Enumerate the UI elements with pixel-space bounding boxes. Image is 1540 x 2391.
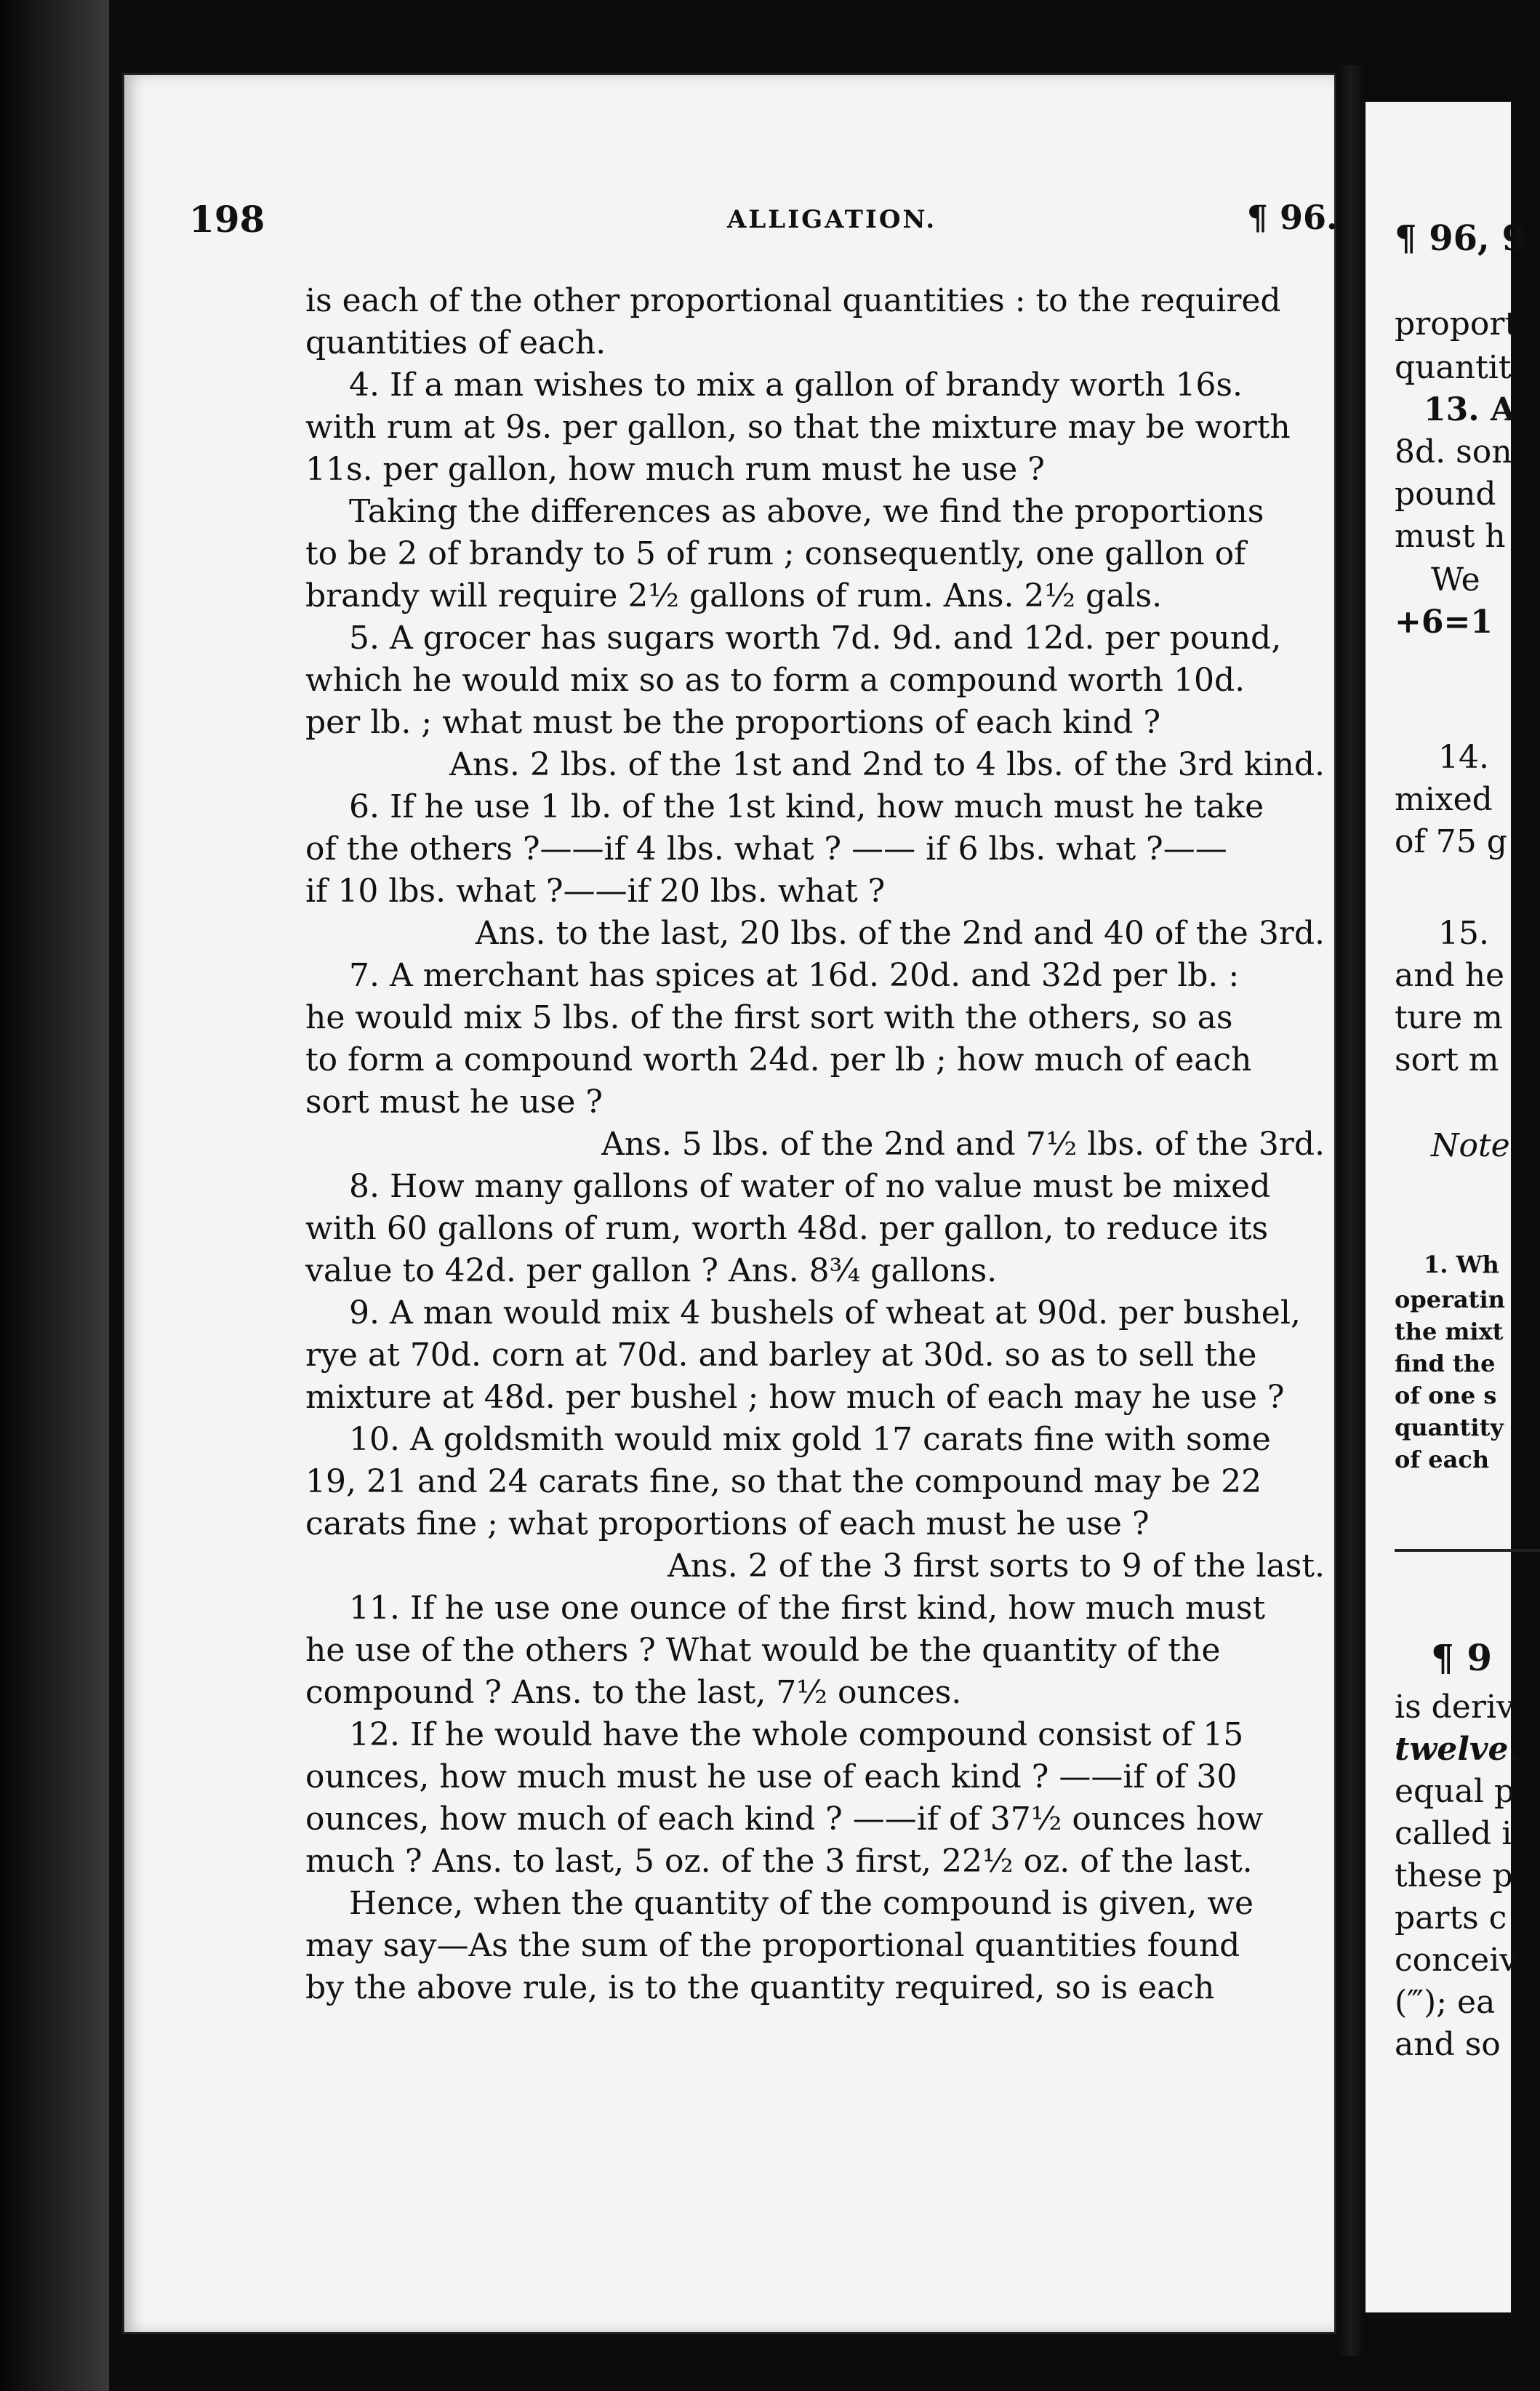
text-line: ounces, how much must he use of each kind ? ——if of 30	[305, 1758, 1238, 1795]
page-number: 198	[189, 198, 265, 241]
text-line: may say—As the sum of the proportional quantities found	[305, 1927, 1240, 1964]
text-line: Hence, when the quantity of the compound is given, we	[349, 1885, 1254, 1922]
facing-text: 15.	[1438, 915, 1489, 952]
answer-line: Ans. 2 of the 3 first sorts to 9 of the last.	[667, 1547, 1325, 1585]
answer-line: Ans. to the last, 20 lbs. of the 2nd and 40 of the 3rd.	[475, 915, 1325, 952]
text-line: which he would mix so as to form a compound worth 10d.	[305, 662, 1246, 699]
facing-note: of one s	[1395, 1382, 1497, 1409]
facing-text: proport	[1395, 305, 1518, 343]
running-title: ALLIGATION.	[727, 205, 937, 234]
facing-text: and so	[1395, 2026, 1501, 2063]
facing-note: 1. Wh	[1424, 1251, 1499, 1278]
problem-9: 9. A man would mix 4 bushels of wheat at 90d. per bushel,	[349, 1294, 1301, 1331]
answer-line: value to 42d. per gallon ? Ans. 8¾ gallons.	[305, 1252, 998, 1289]
facing-text: twelve.	[1395, 1731, 1520, 1768]
page-body	[305, 280, 1338, 2009]
facing-text: 8d. son	[1395, 433, 1512, 470]
answer-line: much ? Ans. to last, 5 oz. of the 3 first, 22½ oz. of the last.	[305, 1843, 1253, 1880]
facing-text: these p	[1395, 1857, 1513, 1894]
facing-text: We	[1431, 561, 1480, 598]
problem-5: 5. A grocer has sugars worth 7d. 9d. and 12d. per pound,	[349, 620, 1282, 657]
text-line: of the others ?——if 4 lbs. what ? —— if 6 lbs. what ?——	[305, 830, 1227, 868]
facing-text: parts c	[1395, 1899, 1507, 1937]
facing-text: quantit	[1395, 349, 1512, 386]
problem-6: 6. If he use 1 lb. of the 1st kind, how much must he take	[349, 788, 1264, 825]
section-divider	[1395, 1549, 1540, 1552]
facing-text: of 75 g	[1395, 823, 1507, 860]
text-line: he would mix 5 lbs. of the first sort with the others, so as	[305, 999, 1233, 1036]
text-line: is each of the other proportional quantities : to the required	[305, 282, 1281, 319]
facing-note: find the	[1395, 1350, 1496, 1377]
text-line: per lb. ; what must be the proportions of each kind ?	[305, 704, 1161, 741]
problem-10: 10. A goldsmith would mix gold 17 carats fine with some	[349, 1421, 1271, 1458]
facing-text: must h	[1395, 518, 1506, 555]
problem-12: 12. If he would have the whole compound consist of 15	[349, 1716, 1244, 1753]
text-line: rye at 70d. corn at 70d. and barley at 30d. so as to sell the	[305, 1337, 1257, 1374]
text-line: sort must he use ?	[305, 1084, 603, 1121]
section-mark: ¶ 96.	[1246, 198, 1338, 237]
problem-11: 11. If he use one ounce of the first kind, how much must	[349, 1590, 1266, 1627]
facing-text: sort m	[1395, 1041, 1499, 1078]
facing-note: operatin	[1395, 1286, 1505, 1313]
book-edge-left	[0, 0, 109, 2391]
facing-section-mark: ¶ 9	[1431, 1636, 1493, 1679]
facing-note-heading: Note	[1431, 1127, 1510, 1164]
book-spine	[1336, 65, 1365, 2356]
problem-4: 4. If a man wishes to mix a gallon of brandy worth 16s.	[349, 367, 1243, 404]
text-line: ounces, how much of each kind ? ——if of 37½ ounces how	[305, 1801, 1264, 1838]
facing-text: pound	[1395, 476, 1496, 513]
text-line: with 60 gallons of rum, worth 48d. per gallon, to reduce its	[305, 1210, 1269, 1247]
facing-note: quantity	[1395, 1414, 1504, 1441]
text-line: to be 2 of brandy to 5 of rum ; consequently, one gallon of	[305, 535, 1246, 572]
answer-line: Ans. 2 lbs. of the 1st and 2nd to 4 lbs. of the 3rd kind.	[449, 746, 1325, 783]
facing-text: 13. A	[1424, 391, 1516, 428]
problem-7: 7. A merchant has spices at 16d. 20d. and 32d per lb. :	[349, 957, 1240, 994]
text-line: mixture at 48d. per bushel ; how much of each may he use ?	[305, 1379, 1285, 1416]
answer-line: brandy will require 2½ gallons of rum. Ans. 2½ gals.	[305, 577, 1163, 614]
facing-page	[1365, 102, 1526, 2312]
facing-text: is deriv	[1395, 1689, 1515, 1726]
page-header	[189, 198, 1338, 249]
facing-text: ture m	[1395, 999, 1503, 1036]
facing-text: equal p	[1395, 1773, 1515, 1810]
text-line: if 10 lbs. what ?——if 20 lbs. what ?	[305, 873, 886, 910]
facing-text: and he	[1395, 957, 1505, 994]
facing-text: called i	[1395, 1815, 1512, 1852]
answer-line: compound ? Ans. to the last, 7½ ounces.	[305, 1674, 962, 1711]
text-line: 19, 21 and 24 carats fine, so that the compound may be 22	[305, 1463, 1262, 1500]
facing-note: the mixt	[1395, 1318, 1504, 1345]
text-line: Taking the differences as above, we find the proportions	[349, 493, 1264, 530]
facing-text: conceiv	[1395, 1942, 1518, 1979]
text-line: to form a compound worth 24d. per lb ; how much of each	[305, 1041, 1252, 1078]
facing-note: of each	[1395, 1446, 1490, 1473]
facing-text: 14.	[1438, 739, 1489, 776]
text-line: with rum at 9s. per gallon, so that the mixture may be worth	[305, 409, 1291, 446]
text-line: he use of the others ? What would be the quantity of the	[305, 1632, 1221, 1669]
problem-8: 8. How many gallons of water of no value must be mixed	[349, 1168, 1271, 1205]
text-line: by the above rule, is to the quantity required, so is each	[305, 1969, 1215, 2006]
facing-text: mixed	[1395, 781, 1493, 818]
facing-text: +6=1	[1395, 604, 1493, 641]
text-line: 11s. per gallon, how much rum must he use ?	[305, 451, 1045, 488]
text-line: carats fine ; what proportions of each must he use ?	[305, 1505, 1150, 1542]
facing-text: (‴); ea	[1395, 1984, 1496, 2021]
answer-line: Ans. 5 lbs. of the 2nd and 7½ lbs. of the 3rd.	[601, 1126, 1325, 1163]
facing-page-header: ¶ 96, 9	[1395, 218, 1526, 259]
text-line: quantities of each.	[305, 324, 606, 361]
